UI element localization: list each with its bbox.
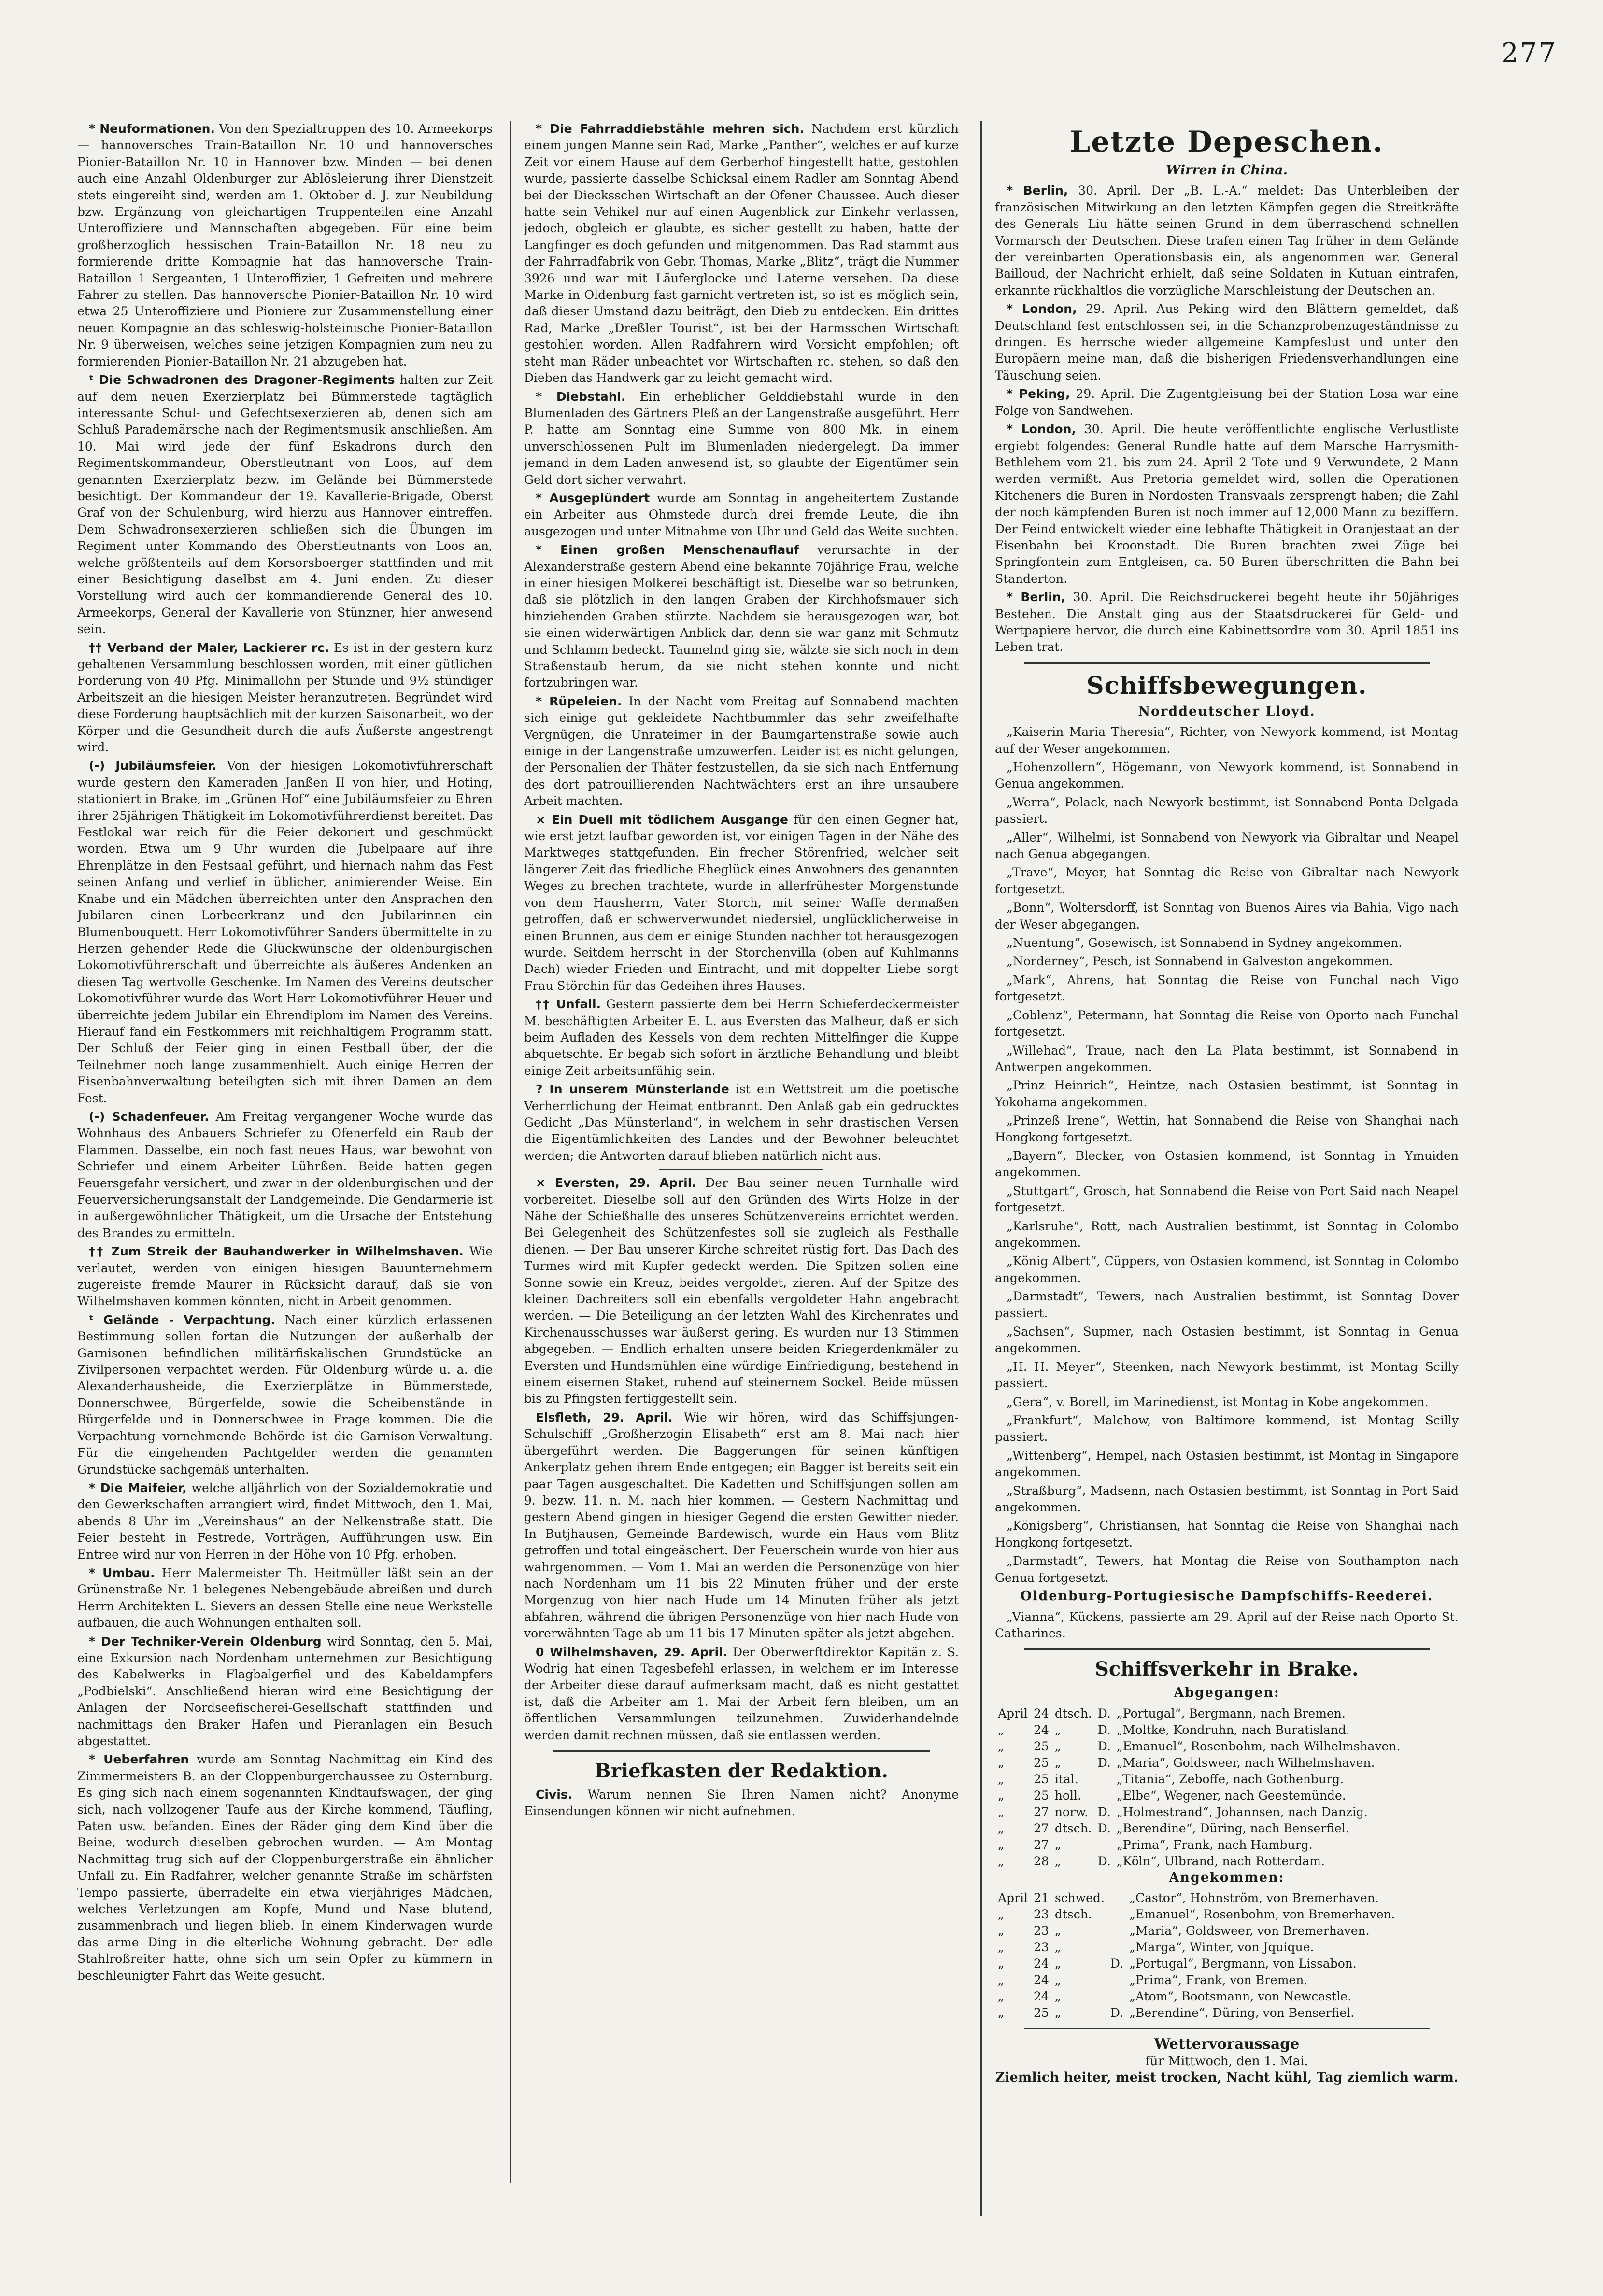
month-cell: „ [998,1788,1004,1803]
article-body: Herr Malermeister Th. Heitmüller läßt sein an der Grünenstraße Nr. 1 belegenes Nebengebäude abreißen und durch Herrn Architekten L. Sievers an dessen Stelle eine neue Werkstelle aufbauen, die auch Wohnungen enthalten soll. [77,1565,493,1630]
ship-movement-row [995,1853,1459,1870]
article [77,1565,493,1632]
month-cell: „ [998,1989,1004,2004]
article-body: In der Nacht vom Freitag auf Sonnabend machten sich einige gut gekleidete Nachtbummler das sehr zweifelhafte Vergnügen, die Unrateimer in der Baumgartenstraße sowie auch einige in der Langenstraße umzuwerfen. Leider ist es nicht gelungen, der Personalien der Thäter festzustellen, da sie sich nach Entfernung des dort patrouillierenden Nachtwächters erst an ihre unsaubere Arbeit machten. [524,694,959,808]
ship-movement-row [995,1890,1459,1906]
section-divider [659,1169,823,1170]
type-cell: D. [1110,2006,1123,2020]
ship-entry: „Sachsen“, Supmer, nach Ostasien bestimmt, ist Sonntag in Genua angekommen. [995,1324,1459,1355]
article-heading: ? In unserem Münsterlande [536,1082,729,1097]
ship-cell: „Prima“, Frank, nach Hamburg. [1116,1837,1313,1852]
ship-entry: „Darmstadt“, Tewers, nach Australien bestimmt, ist Sonntag Dover passiert. [995,1289,1459,1320]
ship-movement-row [995,2005,1459,2021]
dispatch-dateline: * London, [1007,302,1077,316]
article-heading: * Einen großen Menschenauflauf [536,543,799,557]
month-cell: „ [998,1804,1004,1819]
flag-cell: schwed. [1054,1891,1105,1905]
article-heading: * Die Fahrraddiebstähle mehren sich. [536,122,804,136]
article-heading: ᵗ Gelände - Verpachtung. [89,1312,275,1327]
ship-entry: „Coblenz“, Petermann, hat Sonntag die Reise von Oporto nach Funchal fortgesetzt. [995,1008,1459,1039]
ship-entry: „Hohenzollern“, Högemann, von Newyork kommend, ist Sonnabend in Genua angekommen. [995,760,1459,791]
flag-cell: „ [1054,1722,1061,1737]
dispatch-text: 29. April. Aus Peking wird den Blättern gemeldet, daß Deutschland fest entschlossen sei, in die Schanzprobenzugeständnisse zu dringen. Es herrsche wieder allgemeine Kampfeslust und unter den Europäern meine man, daß die bisherigen Friedensverhandlungen eine Täuschung seien. [995,302,1459,382]
month-cell: „ [998,1821,1004,1835]
month-cell: „ [998,1940,1004,1955]
day-cell: 27 [1034,1821,1049,1835]
ship-entry: „König Albert“, Cüppers, von Ostasien kommend, ist Sonntag in Colombo angekommen. [995,1254,1459,1285]
ship-entry: „H. H. Meyer“, Steenken, nach Newyork bestimmt, ist Montag Scilly passiert. [995,1359,1459,1391]
article-heading: †† Verband der Maler, Lackierer rc. [89,640,329,655]
article-body: Nachdem erst kürzlich einem jungen Manne sein Rad, Marke „Panther“, welches er auf kurze Zeit vor einem Hause auf dem Gerberhof hingestellt hatte, gestohlen wurde, passierte dasselbe Schicksal einem Radler am Sonntag Abend bei der Diecksschen Wirtschaft an der Ofener Chaussee. Auch dieser hatte sein Vehikel nur auf einen Augenblick zur Einkehr verlassen, jedoch, obgleich er glaubte, es sicher gestellt zu haben, hatte der Langfinger es doch gefunden und mitgenommen. Das Rad stammt aus der Fahrradfabrik von Gebr. Thomas, Marke „Blitz“, trägt die Nummer 3926 und war mit Läuferglocke und Laterne versehen. Da diese Marke in Oldenburg fast garnicht vertreten ist, so ist es möglich sein, daß dieser Umstand dazu beiträgt, den Dieb zu entdecken. Ein drittes Rad, Marke „Dreßler Tourist“, ist bei der Harmsschen Wirtschaft gestohlen worden. Allen Radfahrern wird Vorsicht empfohlen; oft steht man Räder unbeachtet vor Wirtschaften rc. stehen, so daß den Dieben das Handwerk gar zu leicht gemacht wird. [524,122,959,385]
ship-movement-row [995,1906,1459,1923]
ship-cell: „Maria“, Goldsweer, nach Wilhelmshaven. [1116,1755,1375,1770]
ship-movement-row [995,1722,1459,1738]
article-heading: * Umbau. [89,1565,155,1580]
ship-cell: „Köln“, Ulbrand, nach Rotterdam. [1116,1854,1325,1868]
type-cell: D. [1097,1722,1111,1737]
letter-reply-text: Warum nennen Sie Ihren Namen nicht? Anonyme Einsendungen können wir nicht aufnehmen. [524,1788,959,1818]
ship-entry: „Frankfurt“, Malchow, von Baltimore kommend, ist Montag Scilly passiert. [995,1413,1459,1444]
ship-cell: „Titania“, Zeboffe, nach Gothenburg. [1116,1772,1344,1786]
article-heading: * Neuformationen. [89,122,215,136]
flag-cell: „ [1054,1957,1061,1971]
article [524,1644,959,1744]
article [524,1409,959,1642]
flag-cell: „ [1054,1924,1061,1938]
dispatch [995,301,1459,384]
article [77,640,493,756]
type-cell [1095,1771,1114,1788]
flag-cell: „ [1054,1837,1061,1852]
letter-sender: Civis. [536,1788,573,1802]
month-cell: „ [998,1907,1004,1922]
article [77,1109,493,1241]
article-heading: * Die Maifeier, [89,1480,187,1495]
type-cell [1107,1988,1126,2005]
arrived-title: Angekommen: [1169,1870,1285,1885]
day-cell: 25 [1034,1788,1049,1803]
ship-movement-row [995,1804,1459,1820]
article [77,1243,493,1310]
month-cell: April [998,1891,1028,1905]
weather-forecast-date: für Mittwoch, den 1. Mai. [1145,2054,1308,2069]
flag-cell: dtsch. [1054,1706,1092,1720]
article-heading: * Ausgeplündert [536,491,650,505]
article [524,542,959,691]
type-cell [1107,1939,1126,1956]
type-cell: D. [1097,1821,1111,1835]
article [524,693,959,810]
shipping-movements-title: Schiffsbewegungen. [1086,671,1367,700]
ship-entry: „Bonn“, Woltersdorff, ist Sonntag von Buenos Aires via Bahia, Vigo nach der Weser abgegangen. [995,901,1459,931]
article-heading: ᵗ Die Schwadronen des Dragoner-Regiments [89,373,395,387]
article [77,1634,493,1750]
dispatch-dateline: * Berlin, [1007,590,1066,605]
type-cell [1107,1972,1126,1988]
flag-cell: „ [1054,2006,1061,2020]
day-cell: 25 [1034,1739,1049,1753]
ship-entry: „Bayern“, Blecker, von Ostasien kommend, ist Sonntag in Ymuiden angekommen. [995,1148,1459,1180]
article-heading: Elsfleth, 29. April. [536,1410,673,1424]
lloyd-ship-list [995,724,1459,1586]
article [77,1312,493,1478]
ship-cell: „Portugal“, Bergmann, nach Bremen. [1116,1706,1346,1720]
flag-cell: „ [1054,1854,1061,1868]
ship-entry: „Norderney“, Pesch, ist Sonnabend in Galveston angekommen. [1007,954,1393,969]
day-cell: 24 [1034,1722,1049,1737]
article-body: halten zur Zeit auf dem neuen Exerzierplatz bei Bümmerstede tagtäglich interessante Schul- und Gefechtsexerzieren ab, denen sich am Schluß Parademärsche nach der Regimentsmusik anschließen. Am 10. Mai wird jede der fünf Eskadrons durch den Regimentskommandeur, Oberstleutnant von Loos, auf dem genannten Exerzierplatz bezw. im Gelände bei Bümmerstede besichtigt. Der Kommandeur der 19. Kavallerie-Brigade, Oberst Graf von der Schulenburg, wird hierzu aus Hannover eintreffen. Dem Schwadronsexerzieren schließen sich die Übungen im Regiment unter Kommando des Oberstleutnants von Loos an, welche größtenteils auf dem Korsorsboerger stattfinden und mit einer Besichtigung daselbst am 4. Juni enden. Zu dieser Vorstellung wird auch der kommandierende General des 10. Armeekorps, General der Kavallerie von Stünzner, hier anwesend sein. [77,373,493,636]
ship-cell: „Elbe“, Wegener, nach Geestemünde. [1116,1788,1346,1803]
article [524,812,959,994]
article-heading: (-) Jubiläumsfeier. [89,759,217,773]
type-cell: D. [1097,1804,1111,1819]
article-body: wurde am Sonntag Nachmittag ein Kind des Zimmermeisters B. an der Cloppenburgerchaussee zu Osternburg. Es ging sich nach einem sogenannten Kindtaufswagen, der ging sich, nach vollzogener Taufe aus der Kirche kommend, Täufling, Paten usw. befanden. Eines der Räder ging dem Kind über die Beine, wodurch dieselben gebrochen wurden. — Am Montag Nachmittag trug sich auf der Cloppenburgerstraße ein ähnlicher Unfall zu. Ein Radfahrer, welcher genannte Straße im schärfsten Tempo passierte, überradelte ein etwa vierjähriges Mädchen, welches Verletzungen am Kopfe, Mund und Nase blutend, zusammenbrach und liegen blieb. In einem Kinderwagen wurde das arme Ding in die elterliche Wohnung gebracht. Der edle Stahlroßreiter hatte, ohne sich um sein Opfer zu kümmern in beschleunigter Fahrt das Weite gesucht. [77,1752,493,1983]
day-cell: 28 [1034,1854,1049,1868]
dispatch-dateline: * Peking, [1007,387,1070,401]
article-heading: †† Zum Streik der Bauhandwerker in Wilhelmshaven. [89,1244,464,1259]
ship-movement-row [995,1956,1459,1972]
flag-cell: „ [1054,1755,1061,1770]
month-cell: „ [998,2006,1004,2020]
type-cell [1107,1906,1126,1923]
ship-cell: „Berendine“, Düring, von Benserfiel. [1129,2006,1355,2020]
departed-table [995,1705,1459,1870]
ship-entry: „Prinzeß Irene“, Wettin, hat Sonnabend die Reise von Shanghai nach Hongkong fortgesetzt. [995,1113,1459,1144]
article-body: Der Bau seiner neuen Turnhalle wird vorbereitet. Dieselbe soll auf den Gründen des Wirts Holze in der Nähe der Schießhalle des unseres Schützenvereins errichtet werden. Bei Gelegenheit des Schützenfestes soll sie zugleich als Festhalle dienen. — Der Bau unserer Kirche schreitet rüstig fort. Das Dach des Turmes wird mit Kupfer gedeckt werden. Die Spitzen sollen eine Sonne sowie ein Kreuz, beides vergoldet, zieren. Auf der Spitze des kleinen Dachreiters soll ein ebenfalls vergoldeter Hahn angebracht werden. — Die Beteiligung an der letzten Wahl des Kirchenrates und Kirchenausschusses war äußerst gering. Es wurden nur 13 Stimmen abgegeben. — Endlich erhalten unsere beiden Kriegerdenkmäler zu Eversten und Hundsmühlen eine würdige Einfriedigung, bestehend in einem eisernen Staket, ruhend auf steinernem Sockel. Beide müssen bis zu Pfingsten fertiggestellt sein. [524,1176,959,1406]
article-body: verursachte in der Alexanderstraße gestern Abend eine bekannte 70jährige Frau, welche in einer hiesigen Molkerei beschäftigt ist. Dieselbe war so betrunken, daß sie plötzlich in den langen Graben der Kirchhofsmauer sich hinziehenden Graben stürzte. Nachdem sie herausgezogen war, bot sie einen widerwärtigen Anblick dar, denn sie war ganz mit Schmutz und Schlamm bedeckt. Taumelnd ging sie, wälzte sie sich noch in dem Straßenstaub herum, da sie nicht stehen konnte und nicht fortzubringen war. [524,543,959,690]
flag-cell: „ [1054,1739,1061,1753]
article-heading: × Ein Duell mit tödlichem Ausgange [536,812,788,827]
article-heading: * Ueberfahren [89,1752,189,1767]
type-cell: D. [1097,1739,1111,1753]
letter-reply [524,1787,959,1820]
dispatches-title: Letzte Depeschen. [1070,125,1384,159]
ship-movement-row [995,1738,1459,1755]
article [77,372,493,638]
article-body: für den einen Gegner hat, wie erst jetzt laufbar geworden ist, vor einigen Tagen in der Nähe des Marktweges stattgefunden. Ein frecher Störenfried, welcher seit längerer Zeit das friedliche Eheglück eines Anwohners des genannten Weges zu brechen trachtete, wurde in allerfrühester Morgenstunde von dem Hausherrn, Vater Storch, mit seiner Waffe dermaßen getroffen, daß er schwerverwundet niedersiel, unglücklicherweise in einen Brunnen, aus dem er einige Stunden nachher tot herausgezogen wurde. Seitdem herrscht in der Storchenvilla (oben auf Kuhlmanns Dach) wieder Frieden und Eintracht, und mit doppelter Liebe sorgt Frau Störchin für das Gedeihen ihres Hauses. [524,812,959,993]
type-cell: D. [1110,1957,1123,1971]
ship-entry: „Stuttgart“, Grosch, hat Sonnabend die Reise von Port Said nach Neapel fortgesetzt. [995,1183,1459,1215]
ship-entry: „Werra“, Polack, nach Newyork bestimmt, ist Sonnabend Ponta Delgada passiert. [995,795,1459,826]
article-body: Am Freitag vergangener Woche wurde das Wohnhaus des Anbauers Schriefer zu Ofenerfeld ein Raub der Flammen. Dasselbe, ein noch fast neues Haus, war bewohnt von Schriefer und einem Arbeiter Lührßen. Beide hatten gegen Feuersgefahr versichert, und zwar in der oldenburgischen und der Feuerversicherungsanstalt der Landgemeinde. Die Gendarmerie ist in außergewöhnlicher Thätigkeit, um die Ursache der Entstehung des Brandes zu ermitteln. [77,1109,493,1240]
section-divider [1024,1648,1430,1650]
month-cell: „ [998,1924,1004,1938]
month-cell: „ [998,1722,1004,1737]
day-cell: 23 [1034,1907,1049,1922]
dispatch-text: 30. April. Der „B. L.-A.“ meldet: Das Unterbleiben der französischen Mitwirkung an den letzten Kämpfen gegen die Streitkräfte des Generals Liu hätte seinen Grund in dem überraschend schnellen Vormarsch der Deutschen. Diese trafen einen Tag früher in dem Gelände der vereinbarten Operationsbasis ein, als angenommen war. General Bailloud, der Nachricht erhielt, daß seine Soldaten in Kutuan eintrafen, erkannte rückhaltlos die vorzügliche Marschleistung der Deutschen an. [995,183,1459,297]
dispatch [995,589,1459,656]
article-heading: 0 Wilhelmshaven, 29. April. [536,1645,728,1659]
type-cell [1095,1837,1114,1853]
article [77,1480,493,1563]
article-heading: * Diebstahl. [536,389,626,404]
day-cell: 24 [1034,1973,1049,1987]
ship-movement-row [995,1939,1459,1956]
month-cell: „ [998,1739,1004,1753]
article [524,1081,959,1164]
ship-movement-row [995,1988,1459,2005]
month-cell: „ [998,1973,1004,1987]
ship-cell: „Atom“, Bootsmann, von Newcastle. [1129,1989,1351,2004]
ship-movement-row [995,1771,1459,1788]
dispatch [995,421,1459,587]
day-cell: 24 [1034,1957,1049,1971]
article-heading: * Der Techniker-Verein Oldenburg [89,1634,322,1648]
article-heading: × Eversten, 29. April. [536,1176,696,1190]
dispatch-text: 30. April. Die Reichsdruckerei begeht heute ihr 50jähriges Bestehen. Die Anstalt ging aus der Staatsdruckerei für Geld- und Wertpapiere hervor, die durch eine Kabinettsordre vom 30. April 1851 ins Leben trat. [995,590,1459,654]
article-heading: †† Unfall. [536,997,601,1012]
column-dispatches-shipping [995,121,1459,2226]
article-body: ist ein Wettstreit um die poetische Verherrlichung der Heimat entbrannt. Den Anlaß gab ein gedrucktes Gedicht „Das Münsterland“, in welchem in sehr drastischen Versen die Eigentümlichkeiten des Landes und der Bewohner beleuchtet werden; die Antworten darauf blieben natürlich nicht aus. [524,1082,959,1163]
ship-entry: „Karlsruhe“, Rott, nach Australien bestimmt, ist Sonntag in Colombo angekommen. [995,1219,1459,1250]
dispatch [995,386,1459,419]
lloyd-title: Norddeutscher Lloyd. [1138,704,1316,719]
month-cell: „ [998,1837,1004,1852]
dispatch-text: 30. April. Die heute veröffentlichte englische Verlustliste ergiebt folgendes: General Rundle hatte auf dem Marsche Harrysmith-Bethlehem vom 21. bis zum 24. April 2 Tote und 9 Verwundete, 2 Mann werden vermißt. Aus Pretoria gemeldet wird, sollen die Operationen Kitcheners die Buren in Nordosten Transvaals zersprengt haben; die Zahl der noch kämpfenden Buren ist noch immer auf 12,000 Mann zu beziffern. Der Feind entwickelt wieder eine lebhafte Thätigkeit in Oranjestaat an der Eisenbahn bei Kroonstadt. Die Buren brachten zwei Züge bei Springfontein zum Entgleisen, ca. 50 Buren überschritten die Bahn bei Standerton. [995,422,1459,586]
article-body: Von der hiesigen Lokomotivführerschaft wurde gestern den Kameraden Janßen II von hier, und Hoting, stationiert in Brake, im „Grünen Hof“ eine Jubiläumsfeier zu Ehren ihrer 25jährigen Thätigkeit im Lokomotivführerdienst bereitet. Das Festlokal war reich für die Feier dekoriert und geschmückt worden. Etwa um 9 Uhr wurden die Jubelpaare auf ihre Ehrenplätze in den Festsaal geführt, und hiernach nahm das Fest seinen Anfang und verlief in üblicher, animierender Weise. Ein Knabe und ein Mädchen überreichten unter den Ansprachen den Jubilaren einen Lorbeerkranz und den Jubilarinnen ein Blumenbouquett. Herr Lokomotivführer Sanders übermittelte in zu Herzen gehender Rede die Glückwünsche der oldenburgischen Lokomotivführerschaft und überreichte als äußeres Andenken an diesen Tag wertvolle Geschenke. Im Namen des Vereins deutscher Lokomotivführer wurde das Wort Herr Lokomotivführer Heuer und überreichte jedem Jubilar ein Ehrendiplom im Namen des Vereins. Hierauf fand ein Festkommers mit reichhaltigem Programm statt. Der Schluß der Feier ging in einen Festball über, der die Teilnehmer noch lange zusammenhielt. Auch einige Herren der Eisenbahnverwaltung beteiligten sich mit ihren Damen an dem Fest. [77,759,493,1105]
article-body: welche alljährlich von der Sozialdemokratie und den Gewerkschaften arrangiert wird, findet Mittwoch, den 1. Mai, abends 8 Uhr im „Vereinshaus“ an der Nelkenstraße statt. Die Feier besteht in Festrede, Vorträgen, Aufführungen usw. Ein Entree wird nur von Herren in der Höhe von 10 Pfg. erhoben. [77,1480,493,1562]
article [524,389,959,488]
day-cell: 24 [1034,1706,1049,1720]
ship-cell: „Moltke, Kondruhn, nach Buratisland. [1116,1722,1350,1737]
type-cell: D. [1097,1706,1111,1720]
day-cell: 27 [1034,1837,1049,1852]
column-regional-news [524,121,959,2279]
article [524,996,959,1079]
ship-movement-row [995,1923,1459,1939]
dispatches-subtitle: Wirren in China. [1166,163,1288,178]
section-divider [1024,2028,1430,2029]
arrived-table [995,1890,1459,2021]
day-cell: 23 [1034,1924,1049,1938]
month-cell: „ [998,1772,1004,1786]
ship-cell: „Portugal“, Bergmann, von Lissabon. [1129,1957,1357,1971]
article-body: Nach einer kürzlich erlassenen Bestimmung sollen fortan die Nutzungen der außerhalb der Garnisonen befindlichen militärfiskalischen Grundstücke an Zivilpersonen verpachtet werden. Für Oldenburg würde u. a. die Alexanderhausheide, die Exerzierplätze in Bümmerstede, Donnerschwee, Bürgerfelde, sowie die Scheibenstände in Bürgerfelde und in Donnerschwee in Frage kommen. Die die Verpachtung vornehmende Behörde ist die Garnison-Verwaltung. Für die eingehenden Pachtgelder werden die genannten Grundstücke sachgemäß unterhalten. [77,1312,493,1477]
dispatch-dateline: * London, [1007,422,1076,437]
article-body: wird Sonntag, den 5. Mai, eine Exkursion nach Nordenham unternehmen zur Besichtigung des Kabelwerks in Flagbalgerfiel und des Kabeldampfers „Podbielski“. Anschließend hieran wird eine Besichtigung der Anlagen der Nordseefischerei-Gesellschaft stattfinden und nachmittags den Braker Hafen und Pieranlagen ein Besuch abgestattet. [77,1634,493,1748]
type-cell [1095,1788,1114,1804]
type-cell [1107,1890,1126,1906]
section-divider [1024,662,1430,664]
section-divider [553,1750,930,1752]
ship-cell: „Emanuel“, Rosenbohm, nach Wilhelmshaven. [1116,1739,1401,1753]
ship-entry: „Vianna“, Kückens, passierte am 29. April auf der Reise nach Oporto St. Catharines. [995,1609,1459,1640]
ship-entry: „Straßburg“, Madsenn, nach Ostasien bestimmt, ist Sonntag in Port Said angekommen. [995,1483,1459,1515]
briefkasten-title: Briefkasten der Redaktion. [595,1760,888,1782]
flag-cell: „ [1054,1940,1061,1955]
article-body: Es ist in der gestern kurz gehaltenen Versammlung beschlossen worden, mit einer gütlichen Forderung von 40 Pfg. Minimallohn per Stunde und 9½ stündiger Arbeitszeit an die hiesigen Meister heranzutreten. Begründet wird diese Forderung hauptsächlich mit der kurzen Saisonarbeit, wo der Körper und die Gesundheit durch die aufs Äußerste angestrengt wird. [77,640,493,755]
portugal-line-title: Oldenburg-Portugiesische Dampfschiffs-Reederei. [1020,1589,1433,1604]
day-cell: 21 [1034,1891,1049,1905]
ship-entry: „Trave“, Meyer, hat Sonntag die Reise von Gibraltar nach Newyork fortgesetzt. [995,865,1459,896]
day-cell: 25 [1034,1755,1049,1770]
flag-cell: norw. [1054,1804,1089,1819]
article [77,758,493,1107]
ship-entry: „Königsberg“, Christiansen, hat Sonntag die Reise von Shanghai nach Hongkong fortgesetzt. [995,1519,1459,1549]
flag-cell: dtsch. [1054,1907,1092,1922]
article [77,121,493,370]
month-cell: April [998,1706,1028,1720]
ship-cell: „Marga“, Winter, von Jquique. [1129,1940,1314,1955]
article-body: Ein erheblicher Gelddiebstahl wurde in den Blumenladen des Gärtners Pleß an der Langenstraße ausgeführt. Herr P. hatte am Sonntag eine Summe von 800 Mk. in einem unverschlossenen Pult im Blumenladen niedergelegt. Da immer jemand in dem Laden anwesend ist, so glaubte der Eigentümer sein Geld dort sicher verwahrt. [524,389,959,487]
article-heading: * Rüpeleien. [536,694,622,708]
ship-entry: „Mark“, Ahrens, hat Sonntag die Reise von Funchal nach Vigo fortgesetzt. [995,972,1459,1004]
ship-movement-row [995,1837,1459,1853]
type-cell [1107,1923,1126,1939]
article-body: Wie verlautet, werden von einigen hiesigen Bauunternehmern zugereiste fremde Maurer in Rücksicht darauf, daß sie von Wilhelmshaven kommen könnten, nicht in Arbeit genommen. [77,1244,493,1309]
article-body: Wie wir hören, wird das Schiffsjungen-Schulschiff „Großherzogin Elisabeth“ erst am 8. Mai nach hier übergeführt werden. Die Baggerungen für seinen künftigen Ankerplatz gehen ihrem Ende entgegen; ein Bagger ist bereits seit ein paar Tagen ausgeschaltet. Die Kadetten und Schiffsjungen sollen am 9. bezw. 11. n. M. nach hier kommen. — Gestern Nachmittag und gestern Abend gingen in hiesiger Gegend die ersten Gewitter nieder. In Butjhausen, Gemeinde Bardewisch, wurde ein Haus vom Blitz getroffen und total eingeäschert. Der Feuerschein wurde von hier aus wahrgenommen. — Vom 1. Mai an werden die Personenzüge von hier nach Nordenham um 11 bis 22 Minuten früher und der erste Morgenzug von hier nach Hude um 14 Minuten früher als jetzt abfahren, während die übrigen Personenzüge von hier nach Hude von vorerwähnten Tage ab um 11 bis 17 Minuten später als jetzt abgehen. [524,1410,959,1641]
flag-cell: dtsch. [1054,1821,1092,1835]
article [524,121,959,387]
ship-entry: „Willehad“, Traue, nach den La Plata bestimmt, ist Sonnabend in Antwerpen angekommen. [995,1043,1459,1074]
column-local-news [77,121,493,2240]
ship-entry: „Nuentung“, Gosewisch, ist Sonnabend in Sydney angekommen. [1007,936,1403,950]
flag-cell: „ [1054,1989,1061,2004]
ship-movement-row [995,1788,1459,1804]
ship-cell: „Castor“, Hohnström, von Bremerhaven. [1129,1891,1379,1905]
ship-entry: „Wittenberg“, Hempel, nach Ostasien bestimmt, ist Montag in Singapore angekommen. [995,1448,1459,1479]
ship-cell: „Berendine“, Düring, nach Benserfiel. [1116,1821,1349,1835]
ship-entry: „Prinz Heinrich“, Heintze, nach Ostasien bestimmt, ist Sonntag in Yokohama angekommen. [995,1078,1459,1109]
flag-cell: ital. [1054,1772,1078,1786]
article [524,1175,959,1408]
day-cell: 23 [1034,1940,1049,1955]
article [524,490,959,540]
ship-movement-row [995,1972,1459,1988]
month-cell: „ [998,1755,1004,1770]
day-cell: 25 [1034,1772,1049,1786]
column-divider [980,121,982,2216]
flag-cell: „ [1054,1973,1061,1987]
ship-cell: „Emanuel“, Rosenbohm, von Bremerhaven. [1129,1907,1395,1922]
ship-movement-row [995,1755,1459,1771]
ship-entry: „Aller“, Wilhelmi, ist Sonnabend von Newyork via Gibraltar und Neapel nach Genua abgegangen. [995,830,1459,861]
weather-forecast-text: Ziemlich heiter, meist trocken, Nacht kühl, Tag ziemlich warm. [995,2070,1459,2085]
month-cell: „ [998,1957,1004,1971]
ship-cell: „Prima“, Frank, von Bremen. [1129,1973,1308,1987]
day-cell: 25 [1034,2006,1049,2020]
article [77,1751,493,1984]
brake-traffic-title: Schiffsverkehr in Brake. [1095,1658,1359,1681]
article-body: wurde am Sonntag in angeheitertem Zustande ein Arbeiter aus Ohmstede durch drei fremde Leute, die ihn ausgezogen und unter Mitnahme von Uhr und Geld das Weite suchten. [524,491,959,538]
dispatch [995,183,1459,299]
departed-title: Abgegangen: [1174,1685,1280,1701]
dispatch-dateline: * Berlin, [1007,183,1068,198]
article-body: Gestern passierte dem bei Herrn Schieferdeckermeister M. beschäftigten Arbeiter E. L. aus Eversten das Malheur, daß er sich beim Aufladen des Kessels von dem rechten Mittelfinger die Kuppe abquetschte. Er begab sich sofort in ärztliche Behandlung und bleibt einige Zeit arbeitsunfähig sein. [524,997,959,1078]
type-cell: D. [1097,1854,1111,1868]
weather-forecast-title: Wettervoraussage [1154,2036,1300,2053]
page-number: 277 [1501,38,1557,69]
ship-entry: „Kaiserin Maria Theresia“, Richter, von Newyork kommend, ist Montag auf der Weser angekommen. [995,725,1459,756]
ship-cell: „Holmestrand“, Johannsen, nach Danzig. [1116,1804,1368,1819]
ship-cell: „Maria“, Goldsweer, von Bremerhaven. [1129,1924,1370,1938]
ship-movement-row [995,1820,1459,1837]
day-cell: 24 [1034,1989,1049,2004]
column-divider [510,121,511,2183]
day-cell: 27 [1034,1804,1049,1819]
type-cell: D. [1097,1755,1111,1770]
flag-cell: holl. [1054,1788,1081,1803]
ship-movement-row [995,1705,1459,1722]
article-body: Von den Spezialtruppen des 10. Armeekorps — hannoversches Train-Bataillon Nr. 10 und hannoversches Pionier-Bataillon Nr. 10 in Hannover bzw. Minden — bei denen auch eine Anzahl Oldenburger zur Ablösleierung ihrer Dienstzeit stets eingereiht sind, werden am 1. Oktober d. J. zur Neubildung bzw. Ergänzung von gleichartigen Truppenteilen eine Anzahl Unteroffiziere und Mannschaften abgegeben. Für eine beim großherzoglich hessischen Train-Bataillon Nr. 18 neu zu formierende dritte Kompagnie hat das hannoversche Train-Bataillon 1 Sergeanten, 1 Unteroffizier, 1 Gefreiten und mehrere Fahrer zu stellen. Das hannoversche Pionier-Bataillon Nr. 10 wird etwa 25 Unteroffiziere und Pioniere zur Zusammenstellung einer neuen Kompagnie an das schleswig-holsteinische Pionier-Bataillon Nr. 9 überweisen, welches seine jetzigen Kompagnien zum neu zu formierenden Pionier-Bataillon Nr. 21 abzugeben hat. [77,122,493,368]
article-body: Der Oberwerftdirektor Kapitän z. S. Wodrig hat einen Tagesbefehl erlassen, in welchem er im Interesse der Arbeiter diese darauf aufmerksam macht, daß es nicht gestattet ist, daß die Arbeiter am 1. Mai der Arbeit fern bleiben, um an öffentlichen Versammlungen teilzunehmen. Zuwiderhandelnde werden damit rechnen müssen, daß sie entlassen werden. [524,1645,959,1742]
dispatch-text: 29. April. Die Zugentgleisung bei der Station Losa war eine Folge von Sandwehen. [995,387,1459,418]
month-cell: „ [998,1854,1004,1868]
ship-entry: „Gera“, v. Borell, im Marinedienst, ist Montag in Kobe angekommen. [1007,1395,1429,1409]
article-heading: (-) Schadenfeuer. [89,1109,209,1124]
ship-entry: „Darmstadt“, Tewers, hat Montag die Reise von Southampton nach Genua fortgesetzt. [995,1554,1459,1585]
